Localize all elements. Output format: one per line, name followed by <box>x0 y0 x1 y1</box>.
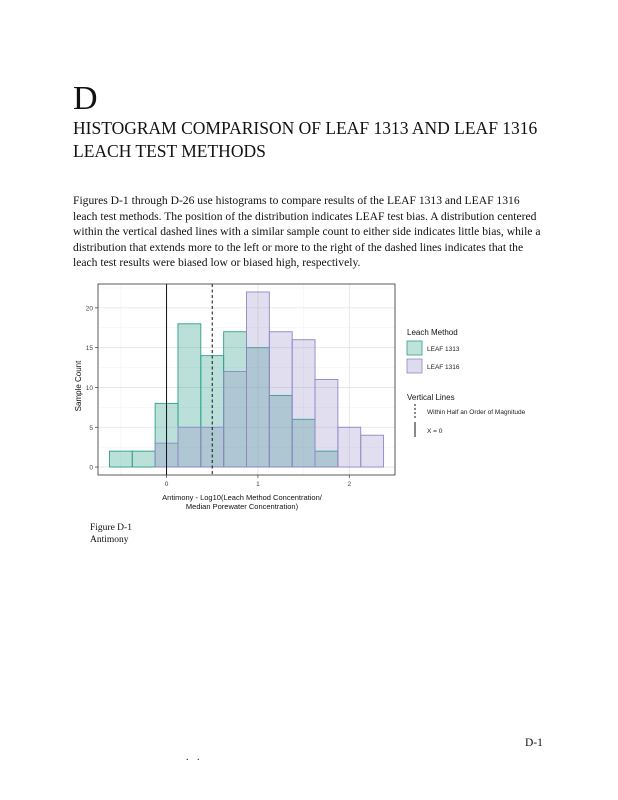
figure-title: Antimony <box>90 535 129 545</box>
y-tick-label: 10 <box>85 384 93 392</box>
y-tick-label: 5 <box>89 424 93 432</box>
histogram-bar-leaf-1313 <box>132 451 155 467</box>
appendix-title: HISTOGRAM COMPARISON OF LEAF 1313 AND LEAF 1316 LEACH TEST METHODS <box>73 118 538 161</box>
figure-label: Figure D-1 <box>90 523 132 533</box>
y-axis-label: Sample Count <box>74 360 83 412</box>
page-number: D-1 <box>525 737 543 749</box>
histogram-bar-leaf-1316 <box>178 427 201 467</box>
histogram-bar-leaf-1316 <box>247 292 270 467</box>
x-tick-label: 2 <box>347 481 352 488</box>
histogram-bar-leaf-1316 <box>292 340 315 467</box>
legend-label-x0: X = 0 <box>427 428 443 435</box>
histogram-bar-leaf-1316 <box>338 427 361 467</box>
histogram-bar-leaf-1316 <box>315 380 338 468</box>
histogram-bar-leaf-1316 <box>269 332 292 467</box>
x-axis-label-line1: Antimony - Log10(Leach Method Concentration/ <box>162 493 322 502</box>
legend-label-leaf1313: LEAF 1313 <box>427 346 460 353</box>
y-tick-label: 20 <box>85 305 93 313</box>
histogram-bar-leaf-1313 <box>109 451 132 467</box>
legend-swatch-leaf1316 <box>407 359 422 373</box>
intro-paragraph: Figures D-1 through D-26 use histograms to compare results of the LEAF 1313 and LEAF 1316 leach test methods. The position of the distribution indicates LEAF test bias. A distribution centered within the vertical dashed lines with a similar sample count to either side indicates little bias, while a distribution that extends more to the left or more to the right of the dashed lines indicates that the leach test results were biased low or biased high, respectively. <box>73 194 541 270</box>
x-axis-label-line2: Median Porewater Concentration) <box>185 502 299 511</box>
legend-swatch-leaf1313 <box>407 341 422 355</box>
footer-marks: . . <box>186 752 203 763</box>
histogram-bar-leaf-1316 <box>361 435 384 467</box>
y-tick-label: 0 <box>89 464 93 472</box>
histogram-chart <box>70 278 550 518</box>
histogram-bar-leaf-1316 <box>224 372 247 468</box>
y-tick-label: 15 <box>85 345 93 353</box>
appendix-letter: D <box>73 80 98 117</box>
legend-method-title: Leach Method <box>407 328 458 337</box>
legend-label-half-order: Within Half an Order of Magnitude <box>427 409 526 416</box>
x-tick-label: 0 <box>164 481 169 488</box>
x-tick-label: 1 <box>256 481 260 488</box>
legend-label-leaf1316: LEAF 1316 <box>427 364 460 371</box>
legend-lines-title: Vertical Lines <box>407 393 455 402</box>
figure-caption <box>90 522 132 546</box>
